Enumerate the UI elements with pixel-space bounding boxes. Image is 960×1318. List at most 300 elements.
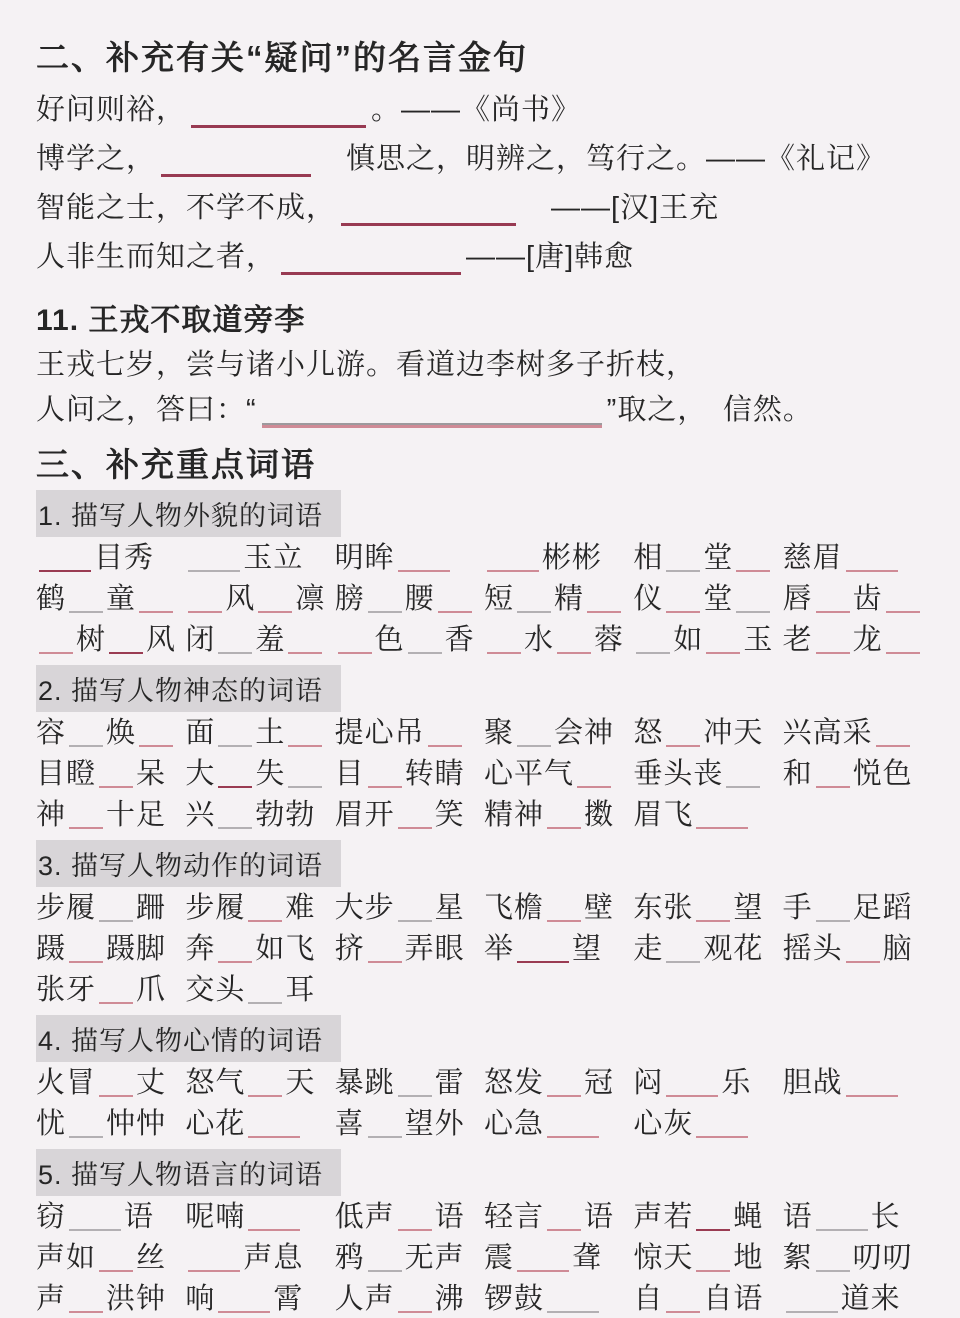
word-item xyxy=(633,889,782,927)
fill-blank xyxy=(69,1289,103,1313)
quote-line xyxy=(36,136,932,185)
word-item xyxy=(633,1064,782,1102)
word-item xyxy=(783,1064,932,1102)
word-item xyxy=(484,889,633,927)
word-grid xyxy=(36,889,932,1009)
word-text: 慈眉 xyxy=(782,542,843,574)
word-text: 手 xyxy=(782,892,813,924)
word-text: 胆战 xyxy=(782,1067,843,1099)
word-item xyxy=(335,539,484,577)
word-text: 十足 xyxy=(106,799,167,831)
fill-blank xyxy=(218,805,252,829)
word-text: 飞檐 xyxy=(483,892,544,924)
word-grid xyxy=(36,1198,932,1318)
word-item xyxy=(484,539,633,577)
fill-blank xyxy=(846,548,898,572)
quote-pre: 智能之士，不学不成， xyxy=(36,192,337,224)
story-line2-pre: 人问之，答曰：“ xyxy=(36,394,257,426)
story-title: 11. 王戎不取道旁李 xyxy=(36,304,306,337)
fill-blank xyxy=(666,589,700,613)
fill-blank xyxy=(517,939,569,963)
word-text: 童 xyxy=(106,583,137,615)
word-text: 唇 xyxy=(782,583,813,615)
fill-blank xyxy=(816,764,850,788)
word-item xyxy=(783,889,932,927)
word-text: 风 xyxy=(225,583,256,615)
word-text: 洪钟 xyxy=(106,1283,167,1315)
word-text: 目瞪 xyxy=(36,758,97,790)
word-item xyxy=(484,796,633,834)
word-item xyxy=(783,714,932,752)
fill-blank xyxy=(408,630,442,654)
group-label-row xyxy=(36,665,932,712)
fill-blank xyxy=(876,723,910,747)
word-text: 树 xyxy=(76,624,107,656)
word-item xyxy=(185,755,334,793)
word-item xyxy=(484,1239,633,1277)
fill-blank xyxy=(398,1207,432,1231)
fill-blank xyxy=(398,1289,432,1313)
fill-blank xyxy=(188,548,240,572)
fill-blank xyxy=(248,980,282,1004)
word-item xyxy=(36,1105,185,1143)
word-text: 絮 xyxy=(782,1242,813,1274)
fill-blank xyxy=(547,1114,599,1138)
quote-pre: 博学之， xyxy=(36,143,157,175)
word-text: 蓉 xyxy=(594,624,625,656)
word-item xyxy=(36,796,185,834)
fill-blank xyxy=(69,805,103,829)
story-line1: 王戎七岁，尝与诸小儿游。看道边李树多子折枝， xyxy=(36,349,697,381)
word-item xyxy=(783,1239,932,1277)
word-text: 长 xyxy=(870,1201,901,1233)
fill-blank xyxy=(816,589,850,613)
fill-blank xyxy=(139,723,173,747)
word-item xyxy=(783,621,932,659)
quote-blank xyxy=(191,102,366,128)
word-text: 失 xyxy=(255,758,286,790)
fill-blank xyxy=(786,1289,838,1313)
word-text: 步履 xyxy=(36,892,97,924)
word-item xyxy=(36,1239,185,1277)
fill-blank xyxy=(288,723,322,747)
word-item xyxy=(185,796,334,834)
word-item xyxy=(633,796,782,834)
word-item xyxy=(185,539,334,577)
word-text: 心急 xyxy=(483,1108,544,1140)
fill-blank xyxy=(69,589,103,613)
fill-blank xyxy=(99,764,133,788)
word-text: 堂 xyxy=(703,542,734,574)
fill-blank xyxy=(636,630,670,654)
fill-blank xyxy=(517,723,551,747)
word-group xyxy=(36,1149,932,1318)
word-item xyxy=(185,1064,334,1102)
word-text: 丝 xyxy=(136,1242,167,1274)
group-label: 3. 描写人物动作的词语 xyxy=(36,840,341,887)
word-text: 闷 xyxy=(633,1067,664,1099)
word-item xyxy=(335,755,484,793)
fill-blank xyxy=(557,630,591,654)
word-text: 聋 xyxy=(572,1242,603,1274)
word-text: 窃 xyxy=(36,1201,67,1233)
word-item xyxy=(335,1105,484,1143)
fill-blank xyxy=(368,764,402,788)
quote-pre: 人非生而知之者， xyxy=(36,241,277,273)
fill-blank xyxy=(99,1073,133,1097)
fill-blank xyxy=(39,630,73,654)
fill-blank xyxy=(547,1207,581,1231)
fill-blank xyxy=(706,630,740,654)
word-text: 会神 xyxy=(554,717,615,749)
word-text: 香 xyxy=(444,624,475,656)
word-item xyxy=(36,621,185,659)
word-text: 玉立 xyxy=(243,542,304,574)
word-text: 语 xyxy=(584,1201,615,1233)
word-item xyxy=(783,755,932,793)
fill-blank xyxy=(696,1114,748,1138)
word-text: 鹤 xyxy=(36,583,67,615)
group-label-row xyxy=(36,1149,932,1196)
word-item xyxy=(185,580,334,618)
word-item xyxy=(484,1280,633,1318)
word-text: 雷 xyxy=(434,1067,465,1099)
word-item xyxy=(484,930,633,968)
word-text: 眉飞 xyxy=(633,799,694,831)
word-text: 轻言 xyxy=(483,1201,544,1233)
word-text: 风 xyxy=(146,624,177,656)
fill-blank xyxy=(696,1248,730,1272)
word-item xyxy=(185,889,334,927)
fill-blank xyxy=(218,939,252,963)
word-text: 笑 xyxy=(434,799,465,831)
word-item xyxy=(633,1198,782,1236)
word-text: 怒 xyxy=(633,717,664,749)
word-item xyxy=(484,621,633,659)
word-item xyxy=(185,1280,334,1318)
fill-blank xyxy=(487,630,521,654)
fill-blank xyxy=(99,898,133,922)
fill-blank xyxy=(547,1289,599,1313)
word-text: 壁 xyxy=(584,892,615,924)
word-text: 呢喃 xyxy=(185,1201,246,1233)
fill-blank xyxy=(218,723,252,747)
word-text: 声 xyxy=(36,1283,67,1315)
word-text: 面 xyxy=(185,717,216,749)
word-text: 擞 xyxy=(584,799,615,831)
word-item xyxy=(484,1198,633,1236)
fill-blank xyxy=(846,1073,898,1097)
word-item xyxy=(36,889,185,927)
word-item xyxy=(335,930,484,968)
word-text: 彬彬 xyxy=(541,542,602,574)
fill-blank xyxy=(188,1248,240,1272)
fill-blank xyxy=(398,1073,432,1097)
fill-blank xyxy=(428,723,462,747)
word-text: 观花 xyxy=(703,933,764,965)
fill-blank xyxy=(736,548,770,572)
word-text: 目 xyxy=(334,758,365,790)
word-text: 望 xyxy=(572,933,603,965)
word-text: 自 xyxy=(633,1283,664,1315)
fill-blank xyxy=(886,589,920,613)
fill-blank xyxy=(218,1289,270,1313)
word-item xyxy=(484,714,633,752)
quote-post: ——[汉]王充 xyxy=(521,192,720,224)
word-text: 相 xyxy=(633,542,664,574)
word-text: 闭 xyxy=(185,624,216,656)
word-item xyxy=(783,1280,932,1318)
word-item xyxy=(633,1239,782,1277)
word-text: 弄眼 xyxy=(404,933,465,965)
word-groups xyxy=(36,490,932,1318)
fill-blank xyxy=(368,939,402,963)
fill-blank xyxy=(816,898,850,922)
word-text: 奔 xyxy=(185,933,216,965)
word-text: 沸 xyxy=(434,1283,465,1315)
fill-blank xyxy=(438,589,472,613)
word-item xyxy=(633,580,782,618)
word-item xyxy=(335,796,484,834)
fill-blank xyxy=(368,1114,402,1138)
group-label: 2. 描写人物神态的词语 xyxy=(36,665,341,712)
fill-blank xyxy=(736,589,770,613)
fill-blank xyxy=(886,630,920,654)
quotes-section-title: 二、补充有关“疑问”的名言金句 xyxy=(36,39,528,76)
word-text: 走 xyxy=(633,933,664,965)
word-text: 步履 xyxy=(185,892,246,924)
fill-blank xyxy=(587,589,621,613)
fill-blank xyxy=(368,589,402,613)
word-item xyxy=(185,930,334,968)
word-text: 霄 xyxy=(273,1283,304,1315)
word-text: 大 xyxy=(185,758,216,790)
word-text: 乐 xyxy=(721,1067,752,1099)
fill-blank xyxy=(288,630,322,654)
word-text: 老 xyxy=(782,624,813,656)
quote-blank xyxy=(281,249,461,275)
word-grid xyxy=(36,714,932,834)
fill-blank xyxy=(69,1114,103,1138)
fill-blank xyxy=(666,939,700,963)
word-text: 大步 xyxy=(334,892,395,924)
word-text: 东张 xyxy=(633,892,694,924)
word-text: 凛 xyxy=(295,583,326,615)
fill-blank xyxy=(218,630,252,654)
word-text: 星 xyxy=(434,892,465,924)
word-item xyxy=(783,1198,932,1236)
word-text: 爪 xyxy=(136,974,167,1006)
word-text: 无声 xyxy=(404,1242,465,1274)
word-text: 望外 xyxy=(404,1108,465,1140)
word-group xyxy=(36,1015,932,1143)
word-item xyxy=(633,1105,782,1143)
word-text: 喜 xyxy=(334,1108,365,1140)
word-item xyxy=(185,1198,334,1236)
word-item xyxy=(36,1198,185,1236)
word-grid xyxy=(36,539,932,659)
word-text: 道来 xyxy=(840,1283,901,1315)
word-text: 堂 xyxy=(703,583,734,615)
fill-blank xyxy=(547,805,581,829)
fill-blank xyxy=(248,1207,300,1231)
fill-blank xyxy=(577,764,611,788)
fill-blank xyxy=(696,898,730,922)
word-text: 转睛 xyxy=(404,758,465,790)
word-item xyxy=(783,539,932,577)
word-text: 地 xyxy=(733,1242,764,1274)
word-text: 足蹈 xyxy=(852,892,913,924)
word-item xyxy=(36,971,185,1009)
word-text: 怒发 xyxy=(483,1067,544,1099)
word-item xyxy=(783,930,932,968)
fill-blank xyxy=(218,764,252,788)
group-label-row xyxy=(36,490,932,537)
word-text: 脑 xyxy=(882,933,913,965)
word-text: 火冒 xyxy=(36,1067,97,1099)
fill-blank xyxy=(666,1073,718,1097)
word-text: 玉 xyxy=(743,624,774,656)
word-item xyxy=(185,1105,334,1143)
quote-line xyxy=(36,234,932,283)
fill-blank xyxy=(109,630,143,654)
word-item xyxy=(633,714,782,752)
word-text: 齿 xyxy=(852,583,883,615)
fill-blank xyxy=(696,1207,730,1231)
fill-blank xyxy=(816,1207,868,1231)
word-text: 心灰 xyxy=(633,1108,694,1140)
word-text: 声息 xyxy=(243,1242,304,1274)
word-item xyxy=(335,621,484,659)
fill-blank xyxy=(368,1248,402,1272)
quote-post: 。——《尚书》 xyxy=(371,94,582,126)
word-item xyxy=(633,1280,782,1318)
word-text: 惊天 xyxy=(633,1242,694,1274)
word-item xyxy=(36,930,185,968)
fill-blank xyxy=(666,1289,700,1313)
word-text: 人声 xyxy=(334,1283,395,1315)
group-label: 5. 描写人物语言的词语 xyxy=(36,1149,341,1196)
fill-blank xyxy=(517,1248,569,1272)
word-text: 容 xyxy=(36,717,67,749)
fill-blank xyxy=(398,805,432,829)
quote-line xyxy=(36,87,932,136)
word-text: 蹑脚 xyxy=(106,933,167,965)
fill-blank xyxy=(547,1073,581,1097)
fill-blank xyxy=(846,939,880,963)
word-text: 龙 xyxy=(852,624,883,656)
fill-blank xyxy=(398,548,450,572)
word-text: 忧 xyxy=(36,1108,67,1140)
word-text: 叨叨 xyxy=(852,1242,913,1274)
story-line2 xyxy=(36,388,932,433)
word-text: 仪 xyxy=(633,583,664,615)
words-section-title: 三、补充重点词语 xyxy=(36,446,316,483)
group-label: 4. 描写人物心情的词语 xyxy=(36,1015,341,1062)
word-text: 鸦 xyxy=(334,1242,365,1274)
word-text: 交头 xyxy=(185,974,246,1006)
word-grid xyxy=(36,1064,932,1143)
quote-blank xyxy=(161,151,311,177)
word-text: 语 xyxy=(782,1201,813,1233)
fill-blank xyxy=(258,589,292,613)
word-item xyxy=(335,889,484,927)
fill-blank xyxy=(487,548,539,572)
word-text: 精神 xyxy=(483,799,544,831)
word-item xyxy=(484,1105,633,1143)
word-text: 语 xyxy=(124,1201,155,1233)
fill-blank xyxy=(69,723,103,747)
word-text: 精 xyxy=(554,583,585,615)
word-text: 挤 xyxy=(334,933,365,965)
word-text: 心平气 xyxy=(483,758,574,790)
story-line2-post: ”取之， 信然。 xyxy=(606,394,813,426)
word-text: 兴 xyxy=(185,799,216,831)
word-text: 怒气 xyxy=(185,1067,246,1099)
word-text: 膀 xyxy=(334,583,365,615)
word-text: 语 xyxy=(434,1201,465,1233)
word-text: 耳 xyxy=(285,974,316,1006)
word-item xyxy=(335,714,484,752)
word-text: 垂头丧 xyxy=(633,758,724,790)
word-text: 勃勃 xyxy=(255,799,316,831)
word-text: 色 xyxy=(374,624,405,656)
word-text: 冲天 xyxy=(703,717,764,749)
word-text: 土 xyxy=(255,717,286,749)
word-text: 天 xyxy=(285,1067,316,1099)
fill-blank xyxy=(69,939,103,963)
quote-pre: 好问则裕， xyxy=(36,94,187,126)
fill-blank xyxy=(248,898,282,922)
word-text: 腰 xyxy=(404,583,435,615)
word-item xyxy=(185,714,334,752)
word-text: 短 xyxy=(483,583,514,615)
fill-blank xyxy=(188,589,222,613)
word-text: 如 xyxy=(673,624,704,656)
word-text: 兴高采 xyxy=(782,717,873,749)
word-text: 和 xyxy=(782,758,813,790)
quote-list xyxy=(36,87,932,283)
fill-blank xyxy=(816,630,850,654)
word-text: 提心吊 xyxy=(334,717,425,749)
word-item xyxy=(633,539,782,577)
quote-blank xyxy=(341,200,516,226)
fill-blank xyxy=(99,980,133,1004)
fill-blank xyxy=(139,589,173,613)
word-group xyxy=(36,490,932,659)
group-label-row xyxy=(36,840,932,887)
quote-post: ——[唐]韩愈 xyxy=(466,241,635,273)
word-text: 低声 xyxy=(334,1201,395,1233)
fill-blank xyxy=(547,898,581,922)
word-item xyxy=(36,1280,185,1318)
word-text: 水 xyxy=(523,624,554,656)
word-text: 丈 xyxy=(136,1067,167,1099)
word-text: 明眸 xyxy=(334,542,395,574)
word-text: 呆 xyxy=(136,758,167,790)
word-text: 张牙 xyxy=(36,974,97,1006)
word-text: 悦色 xyxy=(852,758,913,790)
fill-blank xyxy=(666,548,700,572)
word-item xyxy=(633,755,782,793)
word-text: 响 xyxy=(185,1283,216,1315)
fill-blank xyxy=(666,723,700,747)
word-text: 震 xyxy=(483,1242,514,1274)
word-text: 跚 xyxy=(136,892,167,924)
word-item xyxy=(335,1064,484,1102)
fill-blank xyxy=(726,764,760,788)
word-item xyxy=(633,930,782,968)
